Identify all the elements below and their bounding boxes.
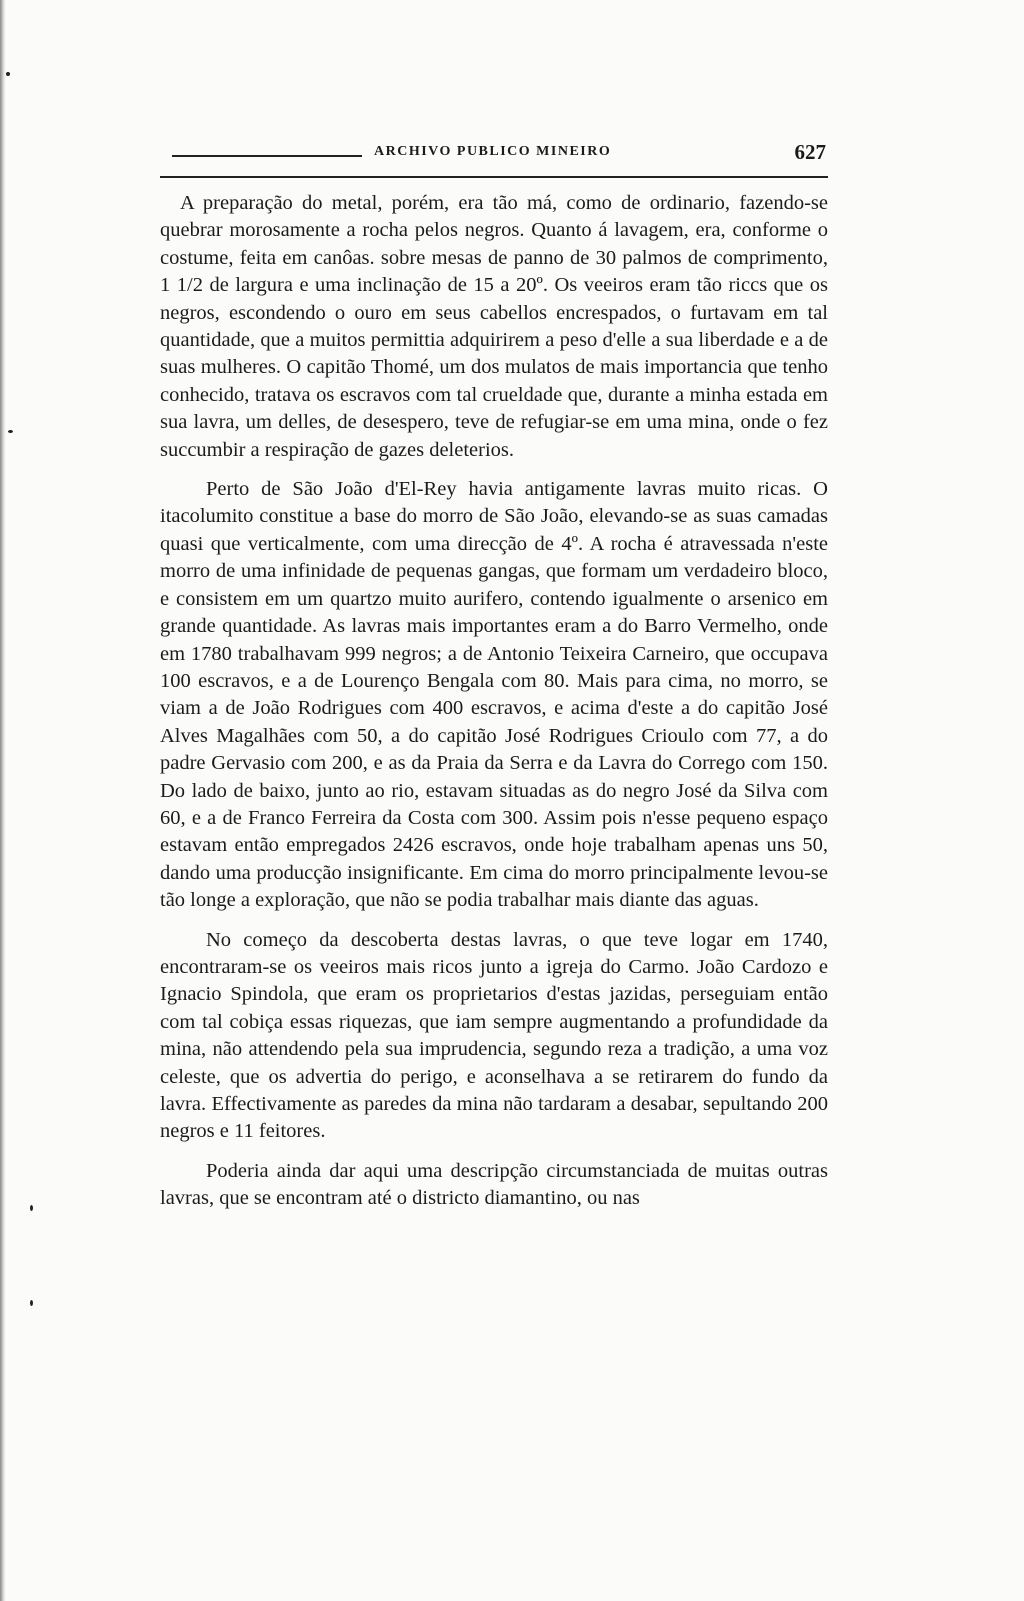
scan-edge [0,0,6,1601]
header-rule [172,155,362,157]
paragraph: Perto de São João d'El-Rey havia antigamente lavras muito ricas. O itacolumito constitue a base do morro de São João, elevando-se as suas camadas quasi que verticalmente, com uma direcção de 4º. A rocha é atravessada n'este morro de uma infinidade de pequenas gangas, que formam um verdadeiro bloco, e consistem em um quartzo muito aurifero, contendo igualmente o arsenico em grande quantidade. As lavras mais importantes eram a do Barro Vermelho, onde em 1780 trabalhavam 999 negros; a de Antonio Teixeira Carneiro, que occupava 100 escravos, e a de Lourenço Bengala com 80. Mais para cima, no morro, se viam a de João Rodrigues com 400 escravos, e acima d'este a do capitão José Alves Magalhães com 50, a do capitão José Rodrigues Crioulo com 77, a do padre Gervasio com 200, e as da Praia da Serra e da Lavra do Corrego com 150. Do lado de baixo, junto ao rio, estavam situadas as do negro José da Silva com 60, e a de Franco Ferreira da Costa com 300. Assim pois n'esse pequeno espaço estavam então empregados 2426 escravos, onde hoje trabalham apenas uns 50, dando uma producção insignificante. Em cima do morro principalmente levou-se tão longe a exploração, que não se podia trabalhar mais diante das aguas. [160,478,828,912]
paragraph: Poderia ainda dar aqui uma descripção circumstanciada de muitas outras lavras, que se encontram até o districto diamantino, ou nas [160,1159,828,1210]
scan-speck [8,430,13,433]
paragraph: A preparação do metal, porém, era tão má, como de ordinario, fazendo-se quebrar morosamente a rocha pelos negros. Quanto á lavagem, era, conforme o costume, feita em canôas. sobre mesas de panno de 30 palmos de comprimento, 1 1/2 de largura e uma inclinação de 15 a 20º. Os veeiros eram tão riccs que os negros, escondendo o ouro em seus cabellos encrespados, o furtavam em tal quantidade, que a muitos permittia adquirirem a peso d'elle a sua liberdade e a de suas mulheres. O capitão Thomé, um dos mulatos de mais importancia que tenho conhecido, tratava os escravos com tal crueldade que, durante a minha estada em sua lavra, um delles, de desespero, teve de refugiar-se em uma mina, onde o fez succumbir a respiração de gazes deleterios. [160,192,828,461]
running-title: ARCHIVO PUBLICO MINEIRO [374,144,612,159]
body-text [160,190,828,1213]
running-header [160,134,828,178]
scan-speck [6,72,10,76]
scan-speck [30,1300,33,1306]
page-number: 627 [794,140,826,164]
book-page [160,134,828,1225]
scan-speck [30,1205,33,1211]
paragraph: No começo da descoberta destas lavras, o que teve logar em 1740, encontraram-se os veeiros mais ricos junto a igreja do Carmo. João Cardozo e Ignacio Spindola, que eram os proprietarios d'estas jazidas, perseguiam então com tal cobiça essas riquezas, que iam sempre augmentando a profundidade da mina, não attendendo pela sua imprudencia, segundo reza a tradição, a uma voz celeste, que os advertia do perigo, e aconselhava a se retirarem do fundo da lavra. Effectivamente as paredes da mina não tardaram a desabar, sepultando 200 negros e 11 feitores. [160,928,828,1143]
